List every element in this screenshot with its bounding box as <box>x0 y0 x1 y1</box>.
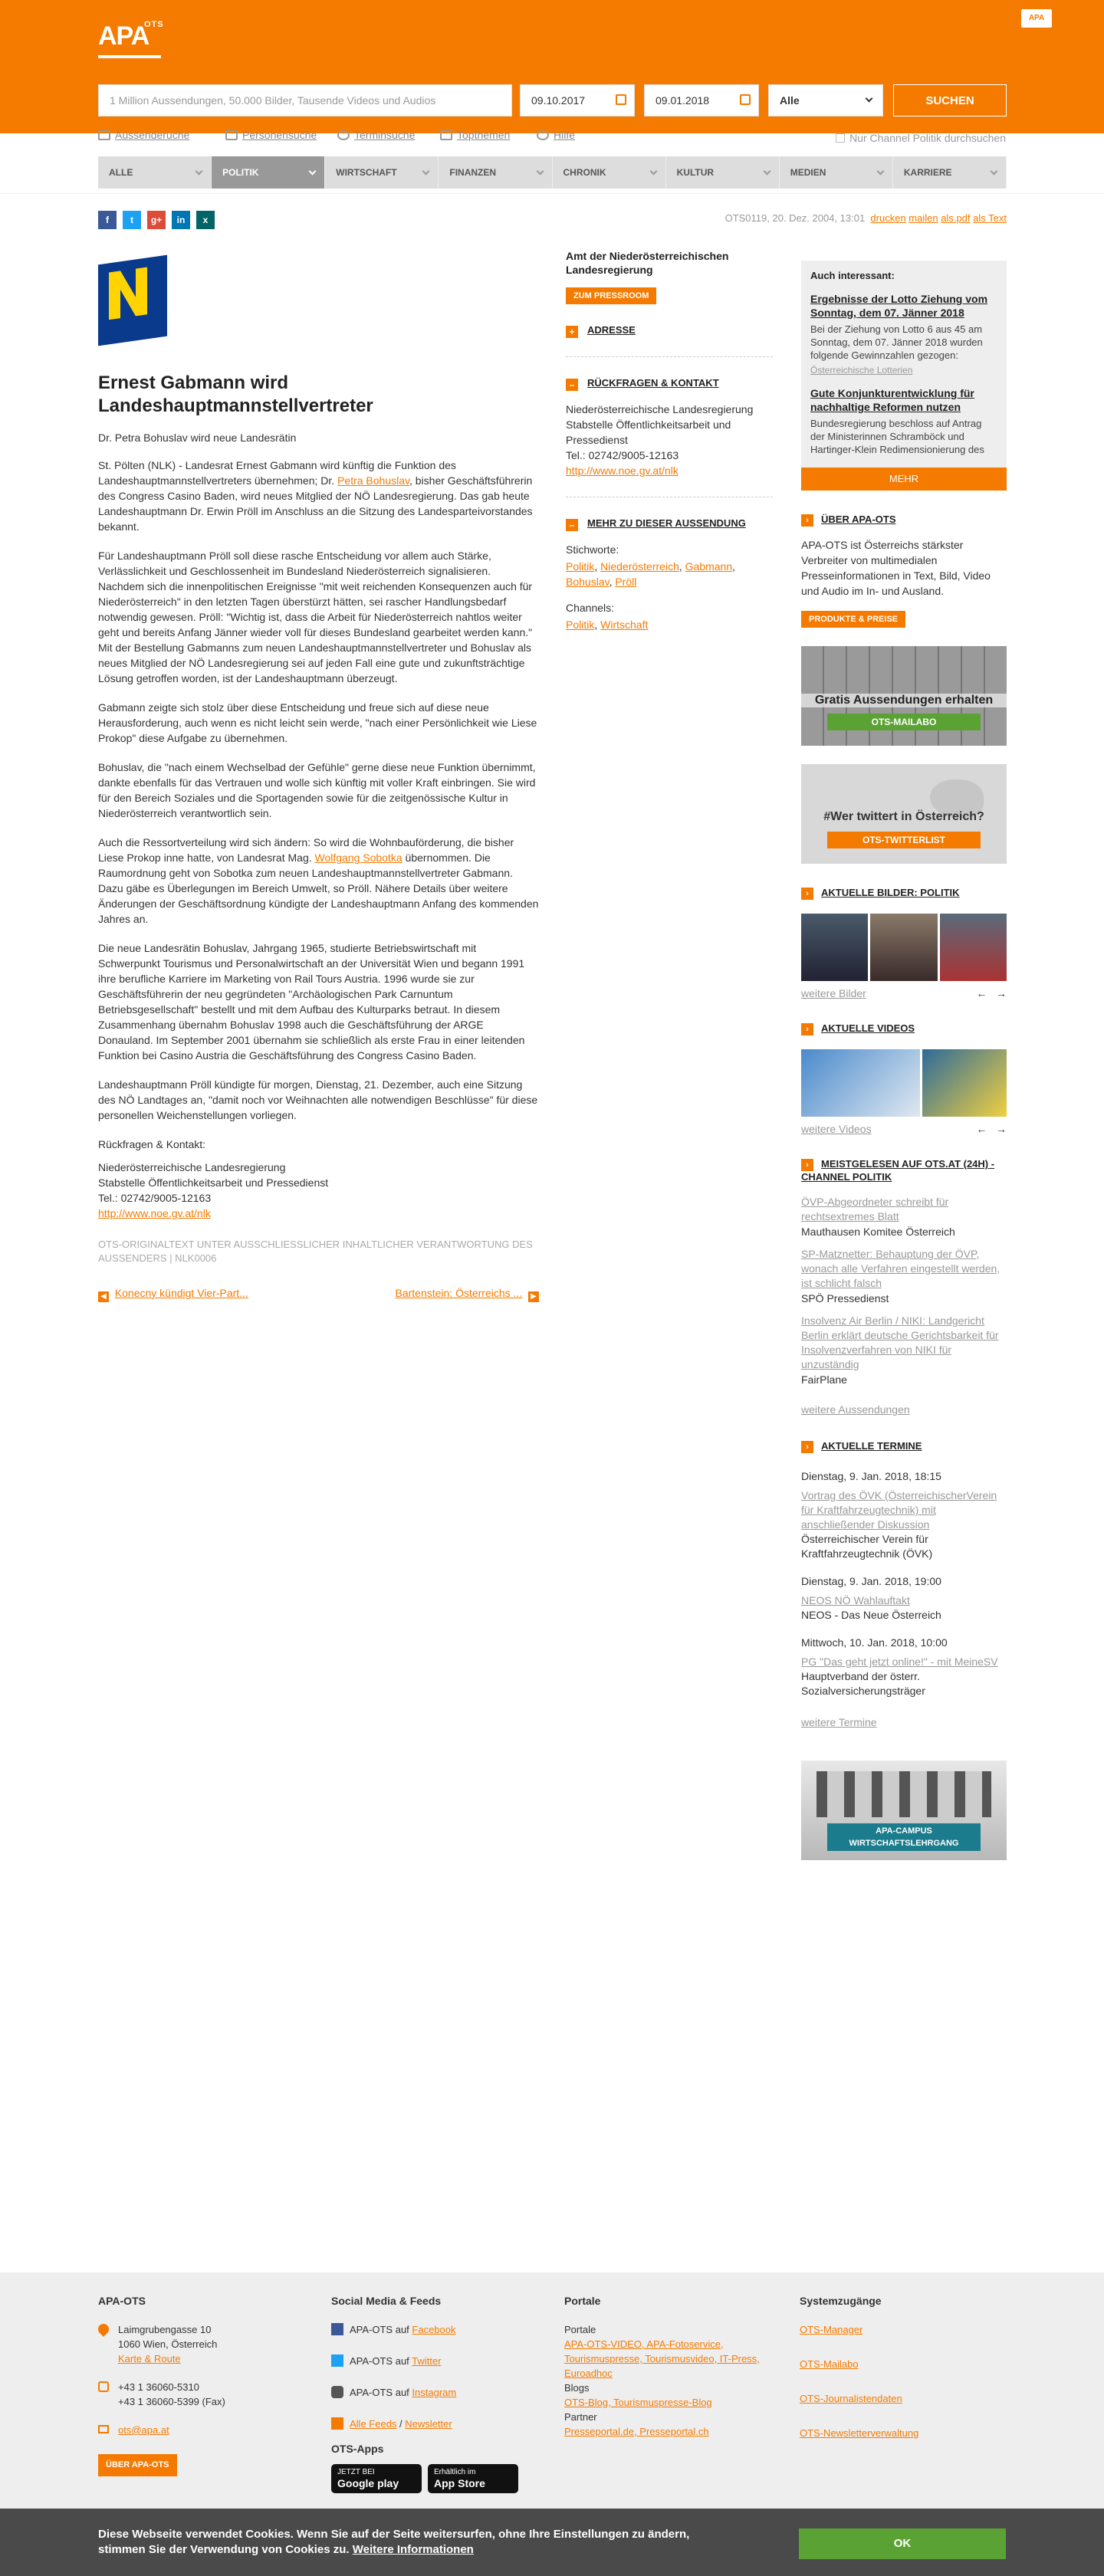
classroom-image <box>816 1771 991 1817</box>
cookie-text: Diese Webseite verwendet Cookies. Wenn Sie auf der Seite weitersurfen, ohne Ihre Einstellungen zu ändern, stimmen Sie der Verwendung von Cookies zu. Weitere Informationen <box>98 2528 690 2556</box>
most-read-link[interactable]: ÖVP-Abgeordneter schreibt für rechtsextremes Blatt <box>801 1196 949 1222</box>
twitterlist-banner[interactable] <box>801 764 1007 864</box>
feeds-row: Alle Feeds / Newsletter <box>331 2417 531 2431</box>
paragraph: Für Landeshauptmann Pröll soll diese rasche Entscheidung vor allem auch Stärke, Verlässlichkeit und Geschlossenheit im Bundesland Niederösterreich signalisieren. Nachdem sich die innenpolitischen Ereignisse "mit weit reichenden Konsequenzen auch für Niederösterreich" in den letzten Tagen überstürzt hätten, sei rascher Handlungsbedarf notwendig gewesen. Pröll: "Wichtig ist, dass die Arbeit für Niederösterreich nahtlos weiter geht und bereits Anfang Jänner wieder voll für dieses Bundesland gearbeitet werden kann." Mit der Bestellung Gabmanns zum neuen Landeshauptmannstellvertreter und Bohuslav als neues Mitglied der NÖ Landesregierung sei auf jeden Fall eine gute und zukunftsträchtige Lösung getroffen worden, ist der Landeshauptmann überzeugt. <box>98 550 533 684</box>
box-heading: Auch interessant: <box>810 270 895 281</box>
event-organizer: Österreichischer Verein für Kraftfahrzeugtechnik (ÖVK) <box>801 1533 933 1560</box>
footer-col-system <box>800 2294 999 2440</box>
most-read-source: SPÖ Pressedienst <box>801 1292 889 1304</box>
channel-link[interactable]: Politik <box>566 619 595 631</box>
thumbnail[interactable] <box>801 1049 920 1117</box>
channels: Politik, Wirtschaft <box>566 619 649 631</box>
mailabo-button[interactable]: OTS-MAILABO <box>827 714 981 730</box>
arrow-left-icon: ◀ <box>98 1291 109 1302</box>
footer-col-portals <box>564 2294 764 2439</box>
partner-label: Partner <box>564 2411 597 2423</box>
thumbnail[interactable] <box>801 914 868 981</box>
paragraph: Landeshauptmann Pröll kündigte für morgen, Dienstag, 21. Dezember, auch eine Sitzung des NÖ Landtages an, "damit noch vor Weihnachten alle notwendigen Beschlüsse" für diese personellen Weichenstellungen vorliegen. <box>98 1078 538 1121</box>
most-read-heading[interactable]: › MEISTGELESEN AUF OTS.AT (24H) - CHANNEL POLITIK <box>801 1158 995 1183</box>
logo-sup: OTS <box>144 20 164 29</box>
date-to-input[interactable]: 09.01.2018 <box>644 84 759 116</box>
cookie-banner <box>0 2509 1104 2576</box>
keyword-link[interactable]: Pröll <box>615 576 637 588</box>
products-button[interactable]: PRODUKTE & PREISE <box>801 611 905 628</box>
event-link[interactable]: Vortrag des ÖVK (ÖsterreichischerVerein für Kraftfahrzeugtechnik) mit anschließender Diskussion <box>801 1489 997 1531</box>
instagram-row[interactable]: APA-OTS auf Instagram <box>331 2385 531 2400</box>
event-date: Dienstag, 9. Jan. 2018, 18:15 <box>801 1470 941 1482</box>
sender-panel <box>566 249 773 632</box>
arrow-right-icon[interactable]: → <box>996 987 1007 999</box>
person-link[interactable]: Wolfgang Sobotka <box>314 852 402 864</box>
events-list <box>801 1470 1007 1730</box>
phone: +43 1 36060-5310 +43 1 36060-5399 (Fax) <box>98 2380 297 2409</box>
arrow-right-icon: ▶ <box>528 1291 539 1302</box>
feeds-link[interactable]: Alle Feeds <box>350 2418 397 2430</box>
teaser-source[interactable]: Österreichische Lotterien <box>810 365 913 376</box>
email <box>98 2423 297 2437</box>
contact-toggle[interactable]: – RÜCKFRAGEN & KONTAKT <box>566 377 773 391</box>
paragraph: Die neue Landesrätin Bohuslav, Jahrgang 1965, studierte Betriebswirtschaft mit Schwerpunkt Tourismus und Personalwirtschaft an der Universität Wien und begann 1991 ihre berufliche Karriere im Marketing von Rail Tours Austria. 1996 wurde sie zur Geschäftsführerin der neu gegründeten "Archäologischen Park Carnuntum Betriebsgesellschaft" bestellt und mit dem Aufbau des Kulturparks betraut. In diesem Zusammenhang übernahm Bohuslav 1998 auch die Geschäftsführung der ARGE Donauland. Im September 2001 übernahm sie schließlich als erste Frau in einer leitenden Funktion bei Casino Austria die Geschäftsführung des Congress Casino Baden. <box>98 942 525 1062</box>
pictures-heading[interactable]: › AKTUELLE BILDER: POLITIK <box>801 887 1007 903</box>
menu-finanzen[interactable]: FINANZEN <box>439 156 552 189</box>
person-search-link[interactable]: Personensuche <box>225 129 317 141</box>
chevron-right-icon: › <box>801 888 813 900</box>
keyword-link[interactable]: Gabmann <box>685 560 733 573</box>
channel-link[interactable]: Wirtschaft <box>600 619 649 631</box>
mail-link[interactable]: mailen <box>909 212 938 224</box>
picture-thumbs <box>801 914 1007 981</box>
linkedin-icon[interactable]: in <box>172 211 190 229</box>
banner-caption: Gratis Aussendungen erhalten <box>801 694 1007 707</box>
chevron-right-icon: › <box>801 1441 813 1453</box>
event-organizer: Hauptverband der österr. Sozialversicherungsträger <box>801 1670 925 1697</box>
footer-col-social <box>331 2294 531 2493</box>
paragraph: Gabmann zeigte sich stolz über diese Entscheidung und freue sich auf diese neue Herausforderung, auch wenn es nicht leicht sein werde, "nach einer Persönlichkeit wie Liese Prokop" diese Aufgabe zu übernehmen. <box>98 701 537 744</box>
facebook-icon <box>331 2323 343 2335</box>
teaser-desc: Bei der Ziehung von Lotto 6 aus 45 am Sonntag, dem 07. Jänner 2018 wurden folgende Gewinnzahlen gezogen: <box>810 323 983 361</box>
footer-col-apa <box>98 2294 297 2476</box>
arrow-right-icon[interactable]: → <box>996 1123 1007 1135</box>
teaser-title[interactable]: Gute Konjunkturentwicklung für nachhaltige Reformen nutzen <box>810 387 974 413</box>
journalist-data-link[interactable]: OTS-Journalistendaten <box>800 2393 902 2404</box>
campus-caption: APA-CAMPUS WIRTSCHAFTSLEHRGANG <box>827 1823 981 1851</box>
channel-only-checkbox[interactable] <box>836 132 1006 144</box>
help-link[interactable]: Hilfe <box>537 129 575 141</box>
about-heading[interactable]: › ÜBER APA-OTS <box>801 514 1007 530</box>
most-read-link[interactable]: SP-Matznetter: Behauptung der ÖVP, wonach alle Verfahren eingestellt werden, ist schlicht falsch <box>801 1248 1001 1289</box>
most-read-list <box>801 1195 1007 1417</box>
banner-caption: #Wer twittert in Österreich? <box>823 810 984 823</box>
person-link[interactable]: Petra Bohuslav <box>337 474 409 487</box>
campus-banner[interactable] <box>801 1761 1007 1860</box>
menu-wirtschaft[interactable]: WIRTSCHAFT <box>325 156 439 189</box>
mailabo-banner[interactable] <box>801 646 1007 746</box>
arrow-left-icon[interactable]: ← <box>976 1123 987 1135</box>
mail-icon <box>98 2425 109 2433</box>
rss-icon <box>331 2417 343 2430</box>
article-title: Ernest Gabmann wird Landeshauptmannstellvertreter <box>98 372 373 416</box>
address: Laimgrubengasse 10 1060 Wien, Österreich Karte & Route <box>98 2322 297 2366</box>
keyword-link[interactable]: Politik <box>566 560 595 573</box>
channels-heading: Channels: <box>566 602 615 614</box>
event-date: Dienstag, 9. Jan. 2018, 19:00 <box>801 1575 941 1587</box>
xing-icon[interactable]: x <box>196 211 215 229</box>
topics-link[interactable]: Topthemen <box>440 129 510 141</box>
person-icon <box>225 130 238 140</box>
keyword-link[interactable]: Niederösterreich <box>600 560 679 573</box>
share-bar <box>98 211 539 229</box>
event-link[interactable]: PG "Das geht jetzt online!" - mit MeineSV <box>801 1656 998 1668</box>
twitter-icon[interactable]: t <box>123 211 141 229</box>
more-releases-link[interactable]: weitere Aussendungen <box>801 1403 910 1416</box>
menu-politik[interactable]: POLITIK <box>212 156 325 189</box>
teaser-title[interactable]: Ergebnisse der Lotto Ziehung vom Sonntag, dem 07. Jänner 2018 <box>810 293 988 319</box>
event-organizer: NEOS - Das Neue Österreich <box>801 1609 941 1621</box>
thumbnail[interactable] <box>922 1049 1007 1117</box>
partner-links[interactable]: Presseportal.de, Presseportal.ch <box>564 2426 709 2437</box>
blog-links[interactable]: OTS-Blog, Tourismuspresse-Blog <box>564 2397 712 2408</box>
footer-heading: Portale <box>564 2295 601 2307</box>
videos-nav <box>801 1123 1007 1135</box>
pdf-link[interactable]: als.pdf <box>941 212 971 224</box>
search-bar <box>0 77 1104 133</box>
chevron-right-icon: › <box>801 514 813 527</box>
chevron-right-icon: › <box>801 1159 813 1171</box>
twitter-row[interactable]: APA-OTS auf Twitter <box>331 2354 531 2368</box>
checkbox-label: Nur Channel Politik durchsuchen <box>849 132 1006 144</box>
checkbox-icon <box>836 133 845 143</box>
cookie-ok-button[interactable]: OK <box>799 2528 1006 2559</box>
more-events-link[interactable]: weitere Termine <box>801 1716 877 1728</box>
keywords: Politik, Niederösterreich, Gabmann, Bohuslav, Pröll <box>566 560 736 588</box>
minus-icon: – <box>566 519 578 531</box>
pictures-nav <box>801 987 1007 999</box>
map-pin-icon <box>96 2322 111 2337</box>
menu-alle[interactable]: ALLE <box>98 156 212 189</box>
footer-heading: Systemzugänge <box>800 2295 882 2307</box>
phone-icon <box>98 2381 109 2392</box>
contact-url-link[interactable]: http://www.noe.gv.at/nlk <box>566 464 678 477</box>
print-link[interactable]: drucken <box>870 212 906 224</box>
events-heading[interactable]: › AKTUELLE TERMINE <box>801 1440 1007 1456</box>
video-thumbs <box>801 1049 1007 1117</box>
facebook-row[interactable]: APA-OTS auf Facebook <box>331 2322 531 2337</box>
cookie-info-link[interactable]: Weitere Informationen <box>352 2543 474 2556</box>
event-date: Mittwoch, 10. Jan. 2018, 10:00 <box>801 1636 948 1649</box>
contact-block: Niederösterreichische Landesregierung Stabstelle Öffentlichkeitsarbeit und Pressedienst Tel.: 02742/9005-12163 http://www.noe.gv.at/nlk <box>566 403 754 477</box>
newsletter-admin-link[interactable]: OTS-Newsletterverwaltung <box>800 2427 919 2439</box>
contact-block: Niederösterreichische Landesregierung Stabstelle Öffentlichkeitsarbeit und Pressedienst Tel.: 02742/9005-12163 http://www.noe.gv.at/nlk <box>98 1161 329 1219</box>
twitter-icon <box>331 2354 343 2367</box>
calendar-icon <box>740 94 751 105</box>
menu-chronik[interactable]: CHRONIK <box>553 156 666 189</box>
about-apa-button[interactable]: ÜBER APA-OTS <box>98 2454 177 2476</box>
instagram-icon <box>331 2386 343 2398</box>
address-toggle[interactable]: + ADRESSE <box>566 324 773 338</box>
help-icon <box>537 130 549 140</box>
event-link[interactable]: NEOS NÖ Wahlauftakt <box>801 1594 910 1606</box>
sidebar <box>801 261 1007 1860</box>
paragraph: St. Pölten (NLK) - Landesrat Ernest Gabmann wird künftig die Funktion des Landeshauptmannstellvertreters übernehmen; Dr. Petra Bohuslav, bisher Geschäftsführerin des Congress Casino Baden, wird neues Mitglied der NÖ Landesregierung. Das gab heute Landeshauptmann Dr. Erwin Pröll im Anschluss an die Sitzung des Landesparteivorstandes bekannt. <box>98 459 533 533</box>
interesting-box <box>801 261 1007 491</box>
portals-label: Portale <box>564 2324 596 2335</box>
newsletter-link[interactable]: Newsletter <box>405 2418 452 2430</box>
next-article[interactable]: Bartenstein: Österreichs ... ▶ <box>395 1287 539 1302</box>
paragraph: Auch die Ressortverteilung wird sich ändern: So wird die Wohnbauförderung, die bisher Liese Prokop inne hatte, von Landesrat Mag. Wolfgang Sobotka übernommen. Die Raumordnung geht von Sobotka zum neuen Landeshauptmannstellvertreter Gabmann. Dazu gäbe es Überlegungen im Bereich Umwelt, so Pröll. Nähere Details über weitere Änderungen der Geschäftsordnung kündigte der Landeshauptmann Anfang des kommenden Jahres an. <box>98 836 539 925</box>
teaser-desc: Bundesregierung beschloss auf Antrag der Ministerinnen Schramböck und Hartinger-Klein Redimensionierung des <box>810 418 984 455</box>
contact-heading: Rückfragen & Kontakt: <box>98 1138 206 1150</box>
thumbnail[interactable] <box>870 914 937 981</box>
app-store-button[interactable]: Erhältlich im App Store <box>428 2464 518 2493</box>
more-pictures-link[interactable]: weitere Bilder <box>801 987 866 999</box>
twitterlist-button[interactable]: OTS-TWITTERLIST <box>827 832 981 848</box>
menu-medien[interactable]: MEDIEN <box>780 156 893 189</box>
search-button[interactable]: SUCHEN <box>893 84 1007 116</box>
search-input[interactable]: 1 Million Aussendungen, 50.000 Bilder, Tausende Videos und Audios <box>98 84 512 116</box>
facebook-icon[interactable]: f <box>98 211 117 229</box>
most-read-source: Mauthausen Komitee Österreich <box>801 1226 955 1238</box>
clock-icon <box>337 130 350 140</box>
most-read-source: FairPlane <box>801 1373 847 1386</box>
main-menu <box>98 156 1007 189</box>
apa-badge[interactable]: APA <box>1021 9 1052 28</box>
sender-name: Amt der Niederösterreichischen Landesregierung <box>566 250 729 276</box>
logo-text: APA <box>98 21 150 51</box>
more-button[interactable]: MEHR <box>801 468 1007 491</box>
map-link[interactable]: Karte & Route <box>118 2353 181 2364</box>
appointment-search-link[interactable]: Terminsuche <box>337 129 415 141</box>
date-from-input[interactable]: 09.10.2017 <box>520 84 635 116</box>
menu-kultur[interactable]: KULTUR <box>666 156 780 189</box>
ots-manager-link[interactable]: OTS-Manager <box>800 2324 863 2335</box>
more-videos-link[interactable]: weitere Videos <box>801 1123 872 1135</box>
article-pager <box>98 1287 539 1302</box>
footer-heading: APA-OTS <box>98 2295 146 2307</box>
menu-karriere[interactable]: KARRIERE <box>893 156 1007 189</box>
portal-links[interactable]: APA-OTS-VIDEO, APA-Fotoservice, Tourismuspresse, Tourismusvideo, IT-Press, Euroadhoc <box>564 2338 760 2379</box>
contact-url-link[interactable]: http://www.noe.gv.at/nlk <box>98 1207 211 1219</box>
plus-icon: + <box>566 326 578 338</box>
most-read-link[interactable]: Insolvenz Air Berlin / NIKI: Landgericht Berlin erklärt deutsche Gerichtsbarkeit für Insolvenzverfahren von NIKI für unzuständig <box>801 1314 999 1370</box>
arrow-left-icon[interactable]: ← <box>976 987 987 999</box>
article-id: OTS0119, 20. Dez. 2004, 13:01 <box>724 212 866 224</box>
about-text: APA-OTS ist Österreichs stärkster Verbreiter von multimedialen Presseinformationen in Text, Bild, Video und Audio im In- und Ausland. <box>801 539 991 597</box>
disclaimer: OTS-ORIGINALTEXT UNTER AUSSCHLIESSLICHER INHALTLICHER VERANTWORTUNG DES AUSSENDERS | NLK0006 <box>98 1239 533 1264</box>
thumbnail[interactable] <box>940 914 1007 981</box>
article-meta <box>725 212 1007 224</box>
minus-icon: – <box>566 379 578 391</box>
chevron-right-icon: › <box>801 1023 813 1035</box>
apa-ots-logo[interactable] <box>98 20 164 51</box>
footer-heading: Social Media & Feeds <box>331 2295 442 2307</box>
keyword-link[interactable]: Bohuslav <box>566 576 610 588</box>
sender-icon <box>98 130 110 140</box>
topics-icon <box>440 130 452 140</box>
pressroom-button[interactable]: ZUM PRESSROOM <box>566 287 656 304</box>
noe-logo <box>98 255 167 346</box>
paragraph: Bohuslav, die "nach einem Wechselbad der Gefühle" gerne diese neue Funktion übernimmt, dankte ebenfalls für das Vertrauen und wolle sich künftig mit voller Kraft einbringen. Sie wird für den Bereich Soziales und die Sportagenden sowie für die zeitgenössische Kultur in Niederösterreich verantwortlich sein. <box>98 761 536 819</box>
text-link[interactable]: als Text <box>973 212 1007 224</box>
more-toggle[interactable]: – MEHR ZU DIESER AUSSENDUNG <box>566 517 773 531</box>
article-subtitle: Dr. Petra Bohuslav wird neue Landesrätin <box>98 432 297 444</box>
divider <box>566 356 773 357</box>
calendar-icon <box>616 94 626 105</box>
keywords-heading: Stichworte: <box>566 543 619 556</box>
google-play-button[interactable]: JETZT BEI Google play <box>331 2464 422 2493</box>
videos-heading[interactable]: › AKTUELLE VIDEOS <box>801 1022 1007 1039</box>
top-header <box>0 0 1104 77</box>
ots-mailabo-link[interactable]: OTS-Mailabo <box>800 2358 859 2370</box>
email-link[interactable]: ots@apa.at <box>118 2424 169 2436</box>
category-select[interactable]: Alle <box>768 84 883 116</box>
chevron-down-icon <box>866 95 873 103</box>
prev-article[interactable]: ◀ Konecny kündigt Vier-Part... <box>98 1287 248 1302</box>
apps-heading: OTS-Apps <box>331 2443 384 2455</box>
googleplus-icon[interactable]: g+ <box>147 211 166 229</box>
sender-search-link[interactable]: Aussenderuche <box>98 129 189 141</box>
blogs-label: Blogs <box>564 2382 590 2394</box>
divider <box>0 193 1104 194</box>
